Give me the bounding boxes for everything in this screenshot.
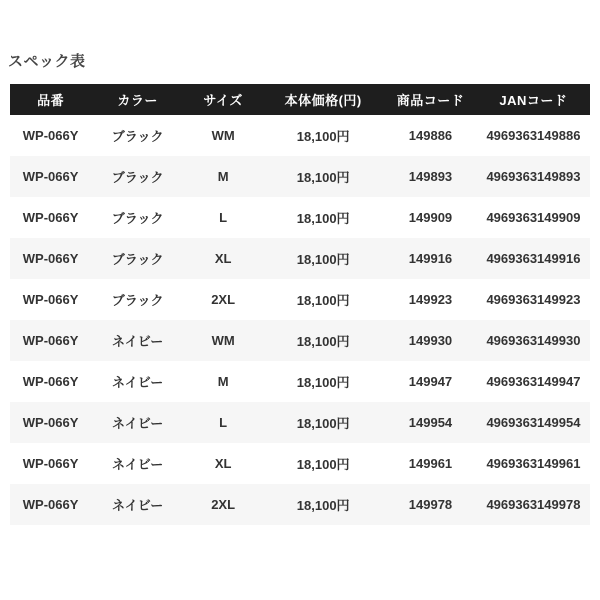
cell-size: WM xyxy=(184,320,262,361)
cell-hinban: WP-066Y xyxy=(10,115,91,156)
table-row xyxy=(10,279,590,320)
cell-price: 18,100円 xyxy=(262,443,384,484)
cell-color: ネイビー xyxy=(91,443,184,484)
cell-hinban: WP-066Y xyxy=(10,484,91,525)
table-row xyxy=(10,197,590,238)
cell-price: 18,100円 xyxy=(262,115,384,156)
cell-hinban: WP-066Y xyxy=(10,238,91,279)
cell-jan: 4969363149923 xyxy=(477,279,590,320)
cell-size: M xyxy=(184,361,262,402)
column-header-jan: JANコード xyxy=(477,84,590,115)
table-row xyxy=(10,443,590,484)
cell-jan: 4969363149893 xyxy=(477,156,590,197)
cell-color: ブラック xyxy=(91,279,184,320)
cell-price: 18,100円 xyxy=(262,484,384,525)
cell-hinban: WP-066Y xyxy=(10,361,91,402)
cell-color: ブラック xyxy=(91,156,184,197)
cell-jan: 4969363149954 xyxy=(477,402,590,443)
cell-code: 149886 xyxy=(384,115,477,156)
spec-table-header-row xyxy=(10,84,590,115)
cell-hinban: WP-066Y xyxy=(10,197,91,238)
cell-code: 149978 xyxy=(384,484,477,525)
spec-table-body xyxy=(10,115,590,525)
cell-color: ブラック xyxy=(91,197,184,238)
cell-color: ネイビー xyxy=(91,320,184,361)
table-row xyxy=(10,361,590,402)
cell-jan: 4969363149978 xyxy=(477,484,590,525)
column-header-hinban: 品番 xyxy=(10,84,91,115)
cell-hinban: WP-066Y xyxy=(10,156,91,197)
cell-size: 2XL xyxy=(184,484,262,525)
cell-price: 18,100円 xyxy=(262,279,384,320)
cell-size: XL xyxy=(184,443,262,484)
cell-hinban: WP-066Y xyxy=(10,443,91,484)
cell-jan: 4969363149930 xyxy=(477,320,590,361)
table-row xyxy=(10,115,590,156)
cell-price: 18,100円 xyxy=(262,238,384,279)
cell-color: ブラック xyxy=(91,238,184,279)
cell-code: 149909 xyxy=(384,197,477,238)
spec-table xyxy=(10,84,590,525)
cell-hinban: WP-066Y xyxy=(10,279,91,320)
cell-price: 18,100円 xyxy=(262,361,384,402)
spec-table-title: スペック表 xyxy=(8,53,86,70)
table-row xyxy=(10,402,590,443)
cell-color: ブラック xyxy=(91,115,184,156)
table-row xyxy=(10,484,590,525)
column-header-color: カラー xyxy=(91,84,184,115)
cell-code: 149930 xyxy=(384,320,477,361)
column-header-size: サイズ xyxy=(184,84,262,115)
cell-jan: 4969363149886 xyxy=(477,115,590,156)
cell-size: L xyxy=(184,197,262,238)
cell-color: ネイビー xyxy=(91,361,184,402)
cell-code: 149893 xyxy=(384,156,477,197)
cell-code: 149954 xyxy=(384,402,477,443)
cell-hinban: WP-066Y xyxy=(10,320,91,361)
table-row xyxy=(10,238,590,279)
cell-color: ネイビー xyxy=(91,484,184,525)
cell-price: 18,100円 xyxy=(262,402,384,443)
cell-size: WM xyxy=(184,115,262,156)
table-row xyxy=(10,320,590,361)
cell-price: 18,100円 xyxy=(262,197,384,238)
spec-table-header xyxy=(10,84,590,115)
cell-price: 18,100円 xyxy=(262,156,384,197)
cell-jan: 4969363149909 xyxy=(477,197,590,238)
column-header-price: 本体価格(円) xyxy=(262,84,384,115)
cell-code: 149923 xyxy=(384,279,477,320)
cell-code: 149961 xyxy=(384,443,477,484)
column-header-code: 商品コード xyxy=(384,84,477,115)
cell-jan: 4969363149916 xyxy=(477,238,590,279)
cell-jan: 4969363149947 xyxy=(477,361,590,402)
cell-size: M xyxy=(184,156,262,197)
cell-size: L xyxy=(184,402,262,443)
cell-code: 149916 xyxy=(384,238,477,279)
cell-size: XL xyxy=(184,238,262,279)
cell-size: 2XL xyxy=(184,279,262,320)
cell-code: 149947 xyxy=(384,361,477,402)
cell-hinban: WP-066Y xyxy=(10,402,91,443)
cell-color: ネイビー xyxy=(91,402,184,443)
cell-price: 18,100円 xyxy=(262,320,384,361)
table-row xyxy=(10,156,590,197)
cell-jan: 4969363149961 xyxy=(477,443,590,484)
